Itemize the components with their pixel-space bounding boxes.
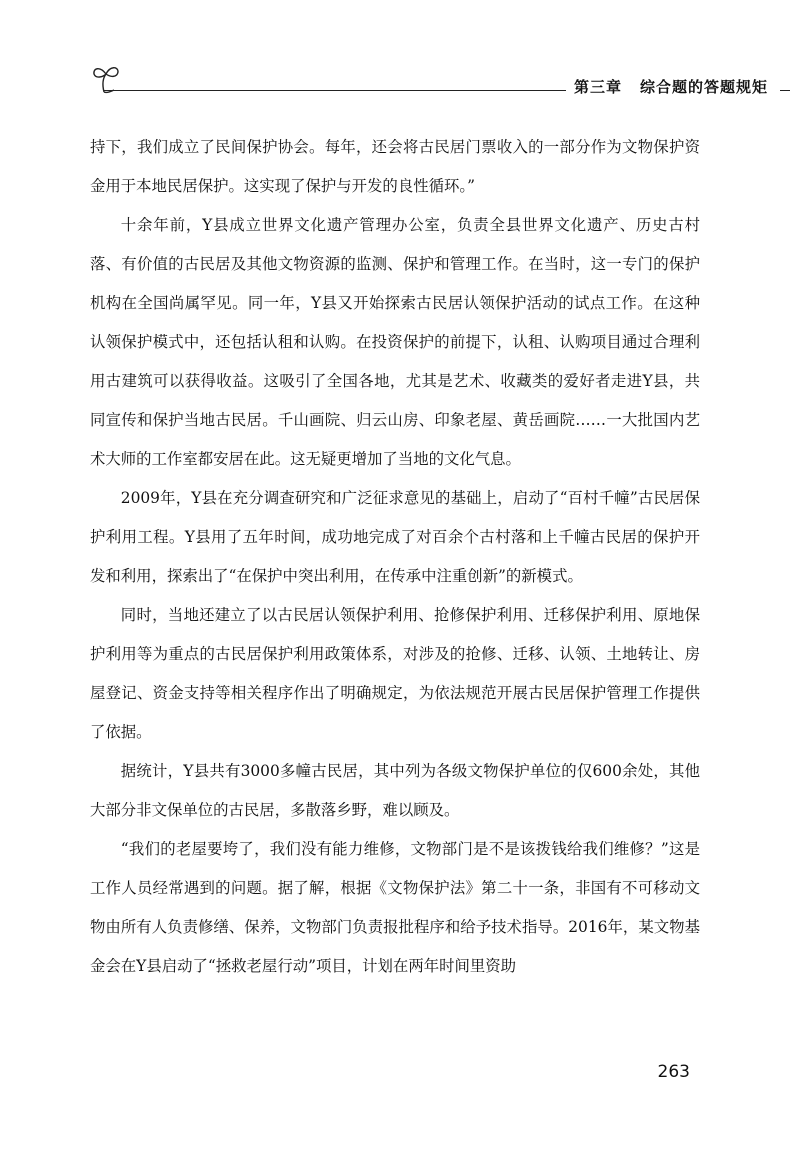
- paragraph: 十余年前，Y县成立世界文化遗产管理办公室，负责全县世界文化遗产、历史古村落、有价值的古民居及其他文物资源的监测、保护和管理工作。在当时，这一专门的保护机构在全国尚属罕见。同一年，Y县又开始探索古民居认领保护活动的试点工作。在这种认领保护模式中，还包括认租和认购。在投资保护的前提下，认租、认购项目通过合理利用古建筑可以获得收益。这吸引了全国各地，尤其是艺术、收藏类的爱好者走进Y县，共同宣传和保护当地古民居。千山画院、归云山房、印象老屋、黄岳画院……一大批国内艺术大师的工作室都安居在此。这无疑更增加了当地的文化气息。: [90, 216, 700, 468]
- page-body: [90, 128, 700, 986]
- paragraph: 据统计，Y县共有3000多幢古民居，其中列为各级文物保护单位的仅600余处，其他大部分非文保单位的古民居，多散落乡野，难以顾及。: [90, 762, 700, 819]
- paragraph: 2009年，Y县在充分调查研究和广泛征求意见的基础上，启动了“百村千幢”古民居保护利用工程。Y县用了五年时间，成功地完成了对百余个古村落和上千幢古民居的保护开发和利用，探索出了“在保护中突出利用，在传承中注重创新”的新模式。: [90, 489, 700, 585]
- header-rule-right: [780, 90, 790, 91]
- header-rule-left: [104, 90, 566, 91]
- page-number: 263: [657, 1062, 690, 1082]
- chapter-number: 第三章: [574, 78, 623, 96]
- paragraph-continuation: 持下，我们成立了民间保护协会。每年，还会将古民居门票收入的一部分作为文物保护资金用于本地民居保护。这实现了保护与开发的良性循环。”: [90, 138, 700, 195]
- sprout-icon: [90, 62, 130, 98]
- chapter-heading: [574, 76, 768, 97]
- chapter-title: 综合题的答题规矩: [640, 78, 769, 96]
- running-header: [90, 62, 790, 102]
- paragraph: “我们的老屋要垮了，我们没有能力维修，文物部门是不是该拨钱给我们维修？”这是工作人员经常遇到的问题。据了解，根据《文物保护法》第二十一条，非国有不可移动文物由所有人负责修缮、保养，文物部门负责报批程序和给予技术指导。2016年，某文物基金会在Y县启动了“拯救老屋行动”项目，计划在两年时间里资助: [90, 840, 700, 975]
- paragraph: 同时，当地还建立了以古民居认领保护利用、抢修保护利用、迁移保护利用、原地保护利用等为重点的古民居保护利用政策体系，对涉及的抢修、迁移、认领、土地转让、房屋登记、资金支持等相关程序作出了明确规定，为依法规范开展古民居保护管理工作提供了依据。: [90, 606, 700, 741]
